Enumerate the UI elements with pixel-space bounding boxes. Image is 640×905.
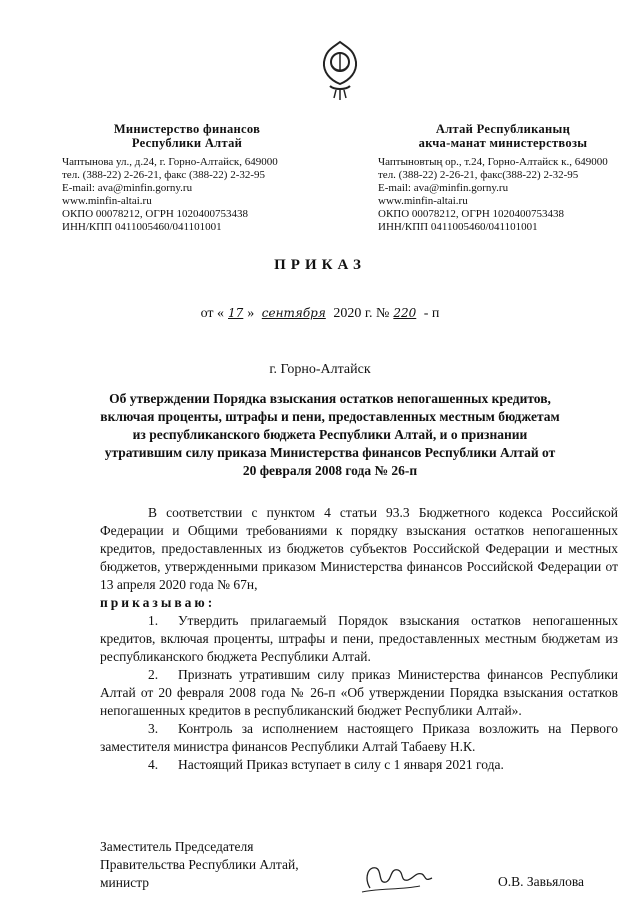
date-prefix: от « — [200, 306, 225, 321]
item-number: 1. — [148, 613, 159, 628]
item-number: 3. — [148, 721, 159, 736]
order-word: приказываю: — [100, 595, 216, 610]
list-item — [100, 720, 618, 756]
right-okpo: ОКПО 00078212, ОГРН 1020400753438 — [378, 208, 565, 220]
left-letterhead — [62, 122, 312, 234]
right-org-line1: Алтай Республиканың — [435, 122, 571, 136]
left-org-line1: Министерство финансов — [113, 122, 261, 136]
date-month: сентября — [261, 306, 326, 320]
left-web: www.minfin-altai.ru — [62, 195, 152, 207]
signer-line2: Правительства Республики Алтай, — [100, 857, 299, 872]
signer-line3: министр — [100, 875, 150, 890]
order-subject: Об утверждении Порядка взыскания остатков непогашенных кредитов, включая проценты, штрафы и пени, предоставленных местным бюджетам из республиканского бюджета Республики Алтай, и о признании утратившим силу приказа Министерства финансов Республики Алтай от 20 февраля 2008 года № 26-п — [100, 391, 560, 478]
left-org-name — [62, 122, 312, 150]
item-text: Контроль за исполнением настоящего Приказа возложить на Первого заместителя министра финансов Республики Алтай Табаеву Н.К. — [100, 721, 618, 754]
list-item — [100, 756, 618, 774]
left-org-line2: Республики Алтай — [131, 136, 243, 150]
left-phone: тел. (388-22) 2-26-21, факс (388-22) 2-32-95 — [62, 169, 266, 181]
list-item — [100, 666, 618, 720]
date-year: 2020 г. — [333, 306, 373, 321]
right-web: www.minfin-altai.ru — [378, 195, 468, 207]
city: г. Горно-Алтайск — [269, 362, 371, 377]
left-okpo: ОКПО 00078212, ОГРН 1020400753438 — [62, 208, 249, 220]
order-body — [100, 504, 618, 774]
signer-name: О.В. Завьялова — [498, 874, 585, 889]
right-org-name — [378, 122, 628, 150]
order-date-line — [0, 306, 640, 322]
right-phone: тел. (388-22) 2-26-21, факс(388-22) 2-32-95 — [378, 169, 579, 181]
intro-paragraph: В соответствии с пунктом 4 статьи 93.3 Бюджетного кодекса Российской Федерации и Общими требованиями к порядку взыскания остатков непогашенных кредитов, предоставленных из бюджетов субъектов Российской Федерации и местных бюджетов, утвержденными приказом Министерства финансов Российской Федерации от 13 апреля 2020 года № 67н, — [100, 505, 618, 592]
right-inn: ИНН/КПП 0411005460/041101001 — [378, 221, 538, 233]
left-email: E-mail: ava@minfin.gorny.ru — [62, 182, 193, 194]
item-text: Настоящий Приказ вступает в силу с 1 января 2021 года. — [178, 757, 504, 772]
item-number: 2. — [148, 667, 159, 682]
left-address: Чаптынова ул., д.24, г. Горно-Алтайск, 649000 — [62, 156, 278, 168]
item-number: 4. — [148, 757, 159, 772]
right-email: E-mail: ava@minfin.gorny.ru — [378, 182, 509, 194]
list-item — [100, 612, 618, 666]
signer-title — [100, 838, 299, 892]
number-label: № — [375, 306, 390, 321]
date-day: 17 — [228, 306, 244, 320]
right-org-line2: акча-манат министерствозы — [418, 136, 588, 150]
left-inn: ИНН/КПП 0411005460/041101001 — [62, 221, 222, 233]
handwritten-signature — [360, 858, 440, 894]
number-suffix: - п — [423, 306, 440, 321]
coat-of-arms-icon — [318, 38, 362, 102]
right-letterhead — [378, 122, 628, 234]
date-mid: » — [247, 306, 255, 321]
item-text: Утвердить прилагаемый Порядок взыскания остатков непогашенных кредитов, включая проценты, штрафы и пени, предоставленных местным бюджетам из республиканского бюджета Республики Алтай. — [100, 613, 618, 664]
right-address: Чаптыновтың ор., т.24, Горно-Алтайск к., 649000 — [378, 156, 608, 168]
order-number: 220 — [393, 306, 417, 320]
signer-line1: Заместитель Председателя — [100, 839, 254, 854]
document-title: ПРИКАЗ — [274, 257, 366, 273]
item-text: Признать утратившим силу приказ Министерства финансов Республики Алтай от 20 февраля 2008 года № 26-п «Об утверждении Порядка взыскания остатков непогашенных кредитов в республиканский бюджет Республики Алтай». — [100, 667, 618, 718]
